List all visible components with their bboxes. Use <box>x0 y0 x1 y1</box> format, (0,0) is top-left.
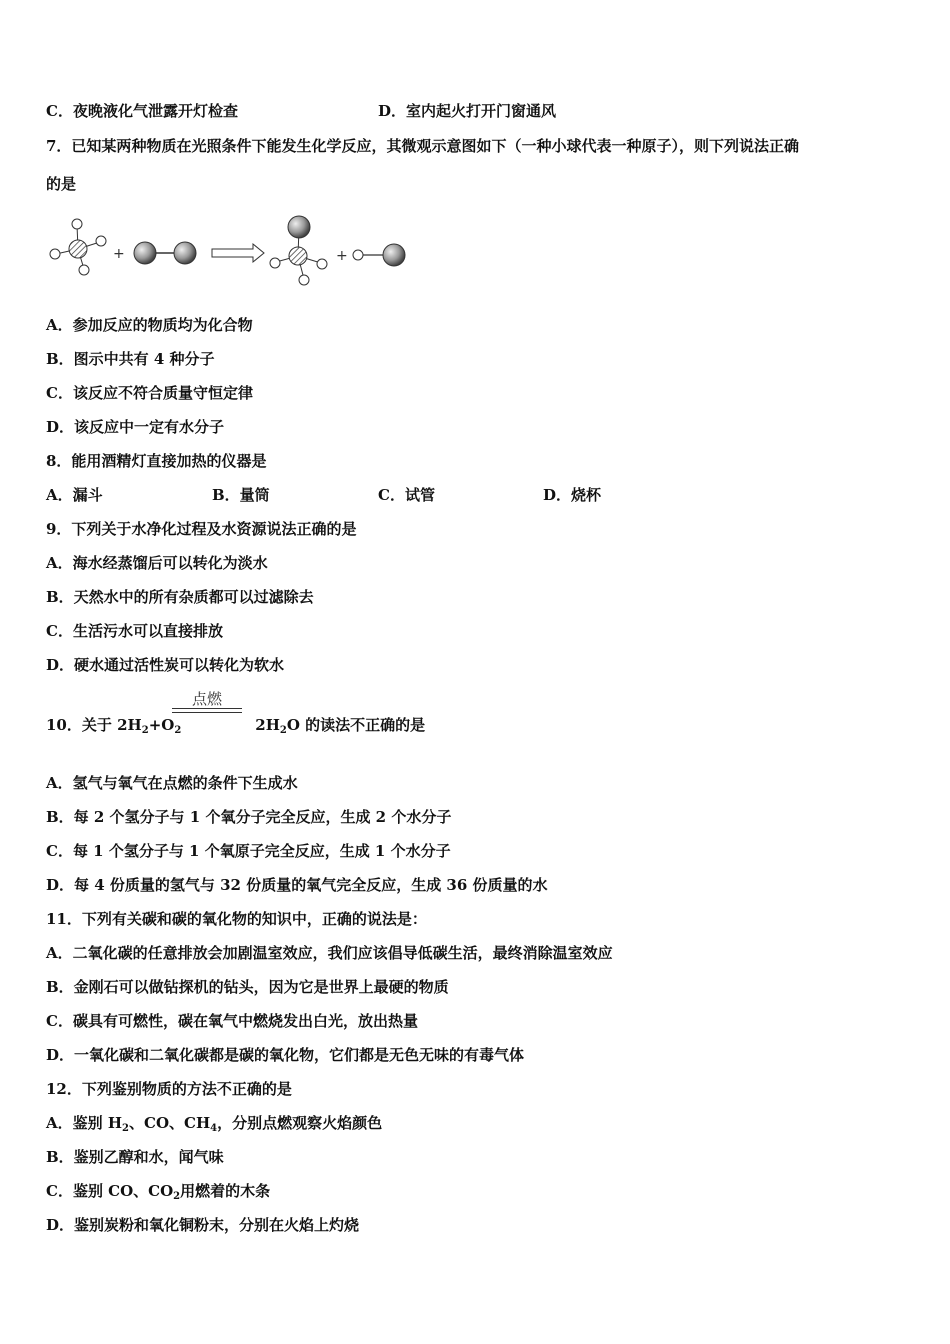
q9-stem: 9．下列关于水净化过程及水资源说法正确的是 <box>46 520 357 538</box>
product-molecule-2 <box>353 244 405 266</box>
q7-stem-line2: 的是 <box>46 175 77 193</box>
q8-option-c: C．试管 <box>378 486 435 504</box>
q6-option-c: C．夜晚液化气泄露开灯检查 <box>46 102 238 120</box>
q9-option-d: D．硬水通过活性炭可以转化为软水 <box>46 656 285 674</box>
q8-option-d: D．烧杯 <box>543 486 602 504</box>
reactant-molecule-1 <box>50 219 106 275</box>
q9-option-c: C．生活污水可以直接排放 <box>46 622 223 640</box>
q7-option-a: A．参加反应的物质均为化合物 <box>46 316 253 334</box>
q11-option-c: C．碳具有可燃性，碳在氧气中燃烧发出白光，放出热量 <box>46 1012 418 1030</box>
q12-option-c <box>46 1182 270 1200</box>
q10-product: 2H <box>255 716 280 734</box>
product-molecule-1 <box>270 216 327 285</box>
q8-option-b: B．量筒 <box>212 486 270 504</box>
q11-option-b: B．金刚石可以做钻探机的钻头，因为它是世界上最硬的物质 <box>46 978 449 996</box>
q11-option-a: A．二氧化碳的任意排放会加剧温室效应，我们应该倡导低碳生活，最终消除温室效应 <box>46 944 613 962</box>
q10-option-c: C．每 1 个氢分子与 1 个氧原子完全反应，生成 1 个水分子 <box>46 842 451 860</box>
q7-option-d: D．该反应中一定有水分子 <box>46 418 225 436</box>
q10-option-a: A．氢气与氧气在点燃的条件下生成水 <box>46 774 298 792</box>
equation-bar-bottom <box>172 712 242 713</box>
q12-option-d: D．鉴别炭粉和氧化铜粉末，分别在火焰上灼烧 <box>46 1216 360 1234</box>
reactant-molecule-2 <box>134 242 196 264</box>
q12-stem: 12．下列鉴别物质的方法不正确的是 <box>46 1080 292 1098</box>
q10-option-b: B．每 2 个氢分子与 1 个氧分子完全反应，生成 2 个水分子 <box>46 808 452 826</box>
q10-sub-1: 2 <box>141 725 149 736</box>
q10-sub-2: 2 <box>174 725 182 736</box>
q7-option-c: C．该反应不符合质量守恒定律 <box>46 384 253 402</box>
q12-c-pre: C．鉴别 CO、CO <box>46 1182 174 1200</box>
q10-stem <box>46 716 425 734</box>
reaction-plus-2: + <box>336 248 348 264</box>
reaction-diagram <box>40 212 420 292</box>
q7-stem-line1: 7．已知某两种物质在光照条件下能发生化学反应，其微观示意图如下（一种小球代表一种原子），则下列说法正确 <box>46 137 799 155</box>
q12-c-sub-1: 2 <box>173 1191 181 1202</box>
q10-prefix: 10．关于 2H <box>46 716 142 734</box>
q7-option-b: B．图示中共有 4 种分子 <box>46 350 215 368</box>
reaction-plus-1: + <box>113 246 125 262</box>
q12-a-pre: A．鉴别 H <box>46 1114 123 1132</box>
q10-plus-o: +O <box>148 716 175 734</box>
q9-option-a: A．海水经蒸馏后可以转化为淡水 <box>46 554 268 572</box>
reaction-arrow-icon <box>212 244 264 262</box>
q10-option-d: D．每 4 份质量的氢气与 32 份质量的氧气完全反应，生成 36 份质量的水 <box>46 876 548 894</box>
q12-a-mid: 、CO、CH <box>129 1114 211 1132</box>
q11-stem: 11．下列有关碳和碳的氧化物的知识中，正确的说法是： <box>46 910 427 928</box>
q10-sub-3: 2 <box>279 725 287 736</box>
q6-option-d: D．室内起火打开门窗通风 <box>378 102 557 120</box>
q12-a-post: ，分别点燃观察火焰颜色 <box>217 1114 383 1132</box>
q8-stem: 8．能用酒精灯直接加热的仪器是 <box>46 452 267 470</box>
q12-a-sub-1: 2 <box>122 1123 130 1134</box>
q12-c-post: 用燃着的木条 <box>180 1182 271 1200</box>
reaction-condition-label: 点燃 <box>191 690 222 708</box>
equation-bar-top <box>172 708 242 709</box>
q12-option-b: B．鉴别乙醇和水，闻气味 <box>46 1148 224 1166</box>
q12-option-a <box>46 1114 382 1132</box>
q8-option-a: A．漏斗 <box>46 486 103 504</box>
q11-option-d: D．一氧化碳和二氧化碳都是碳的氧化物，它们都是无色无味的有毒气体 <box>46 1046 525 1064</box>
reaction-condition <box>172 688 242 718</box>
q12-a-sub-2: 4 <box>210 1123 218 1134</box>
q10-suffix: O 的读法不正确的是 <box>286 716 426 734</box>
q9-option-b: B．天然水中的所有杂质都可以过滤除去 <box>46 588 314 606</box>
